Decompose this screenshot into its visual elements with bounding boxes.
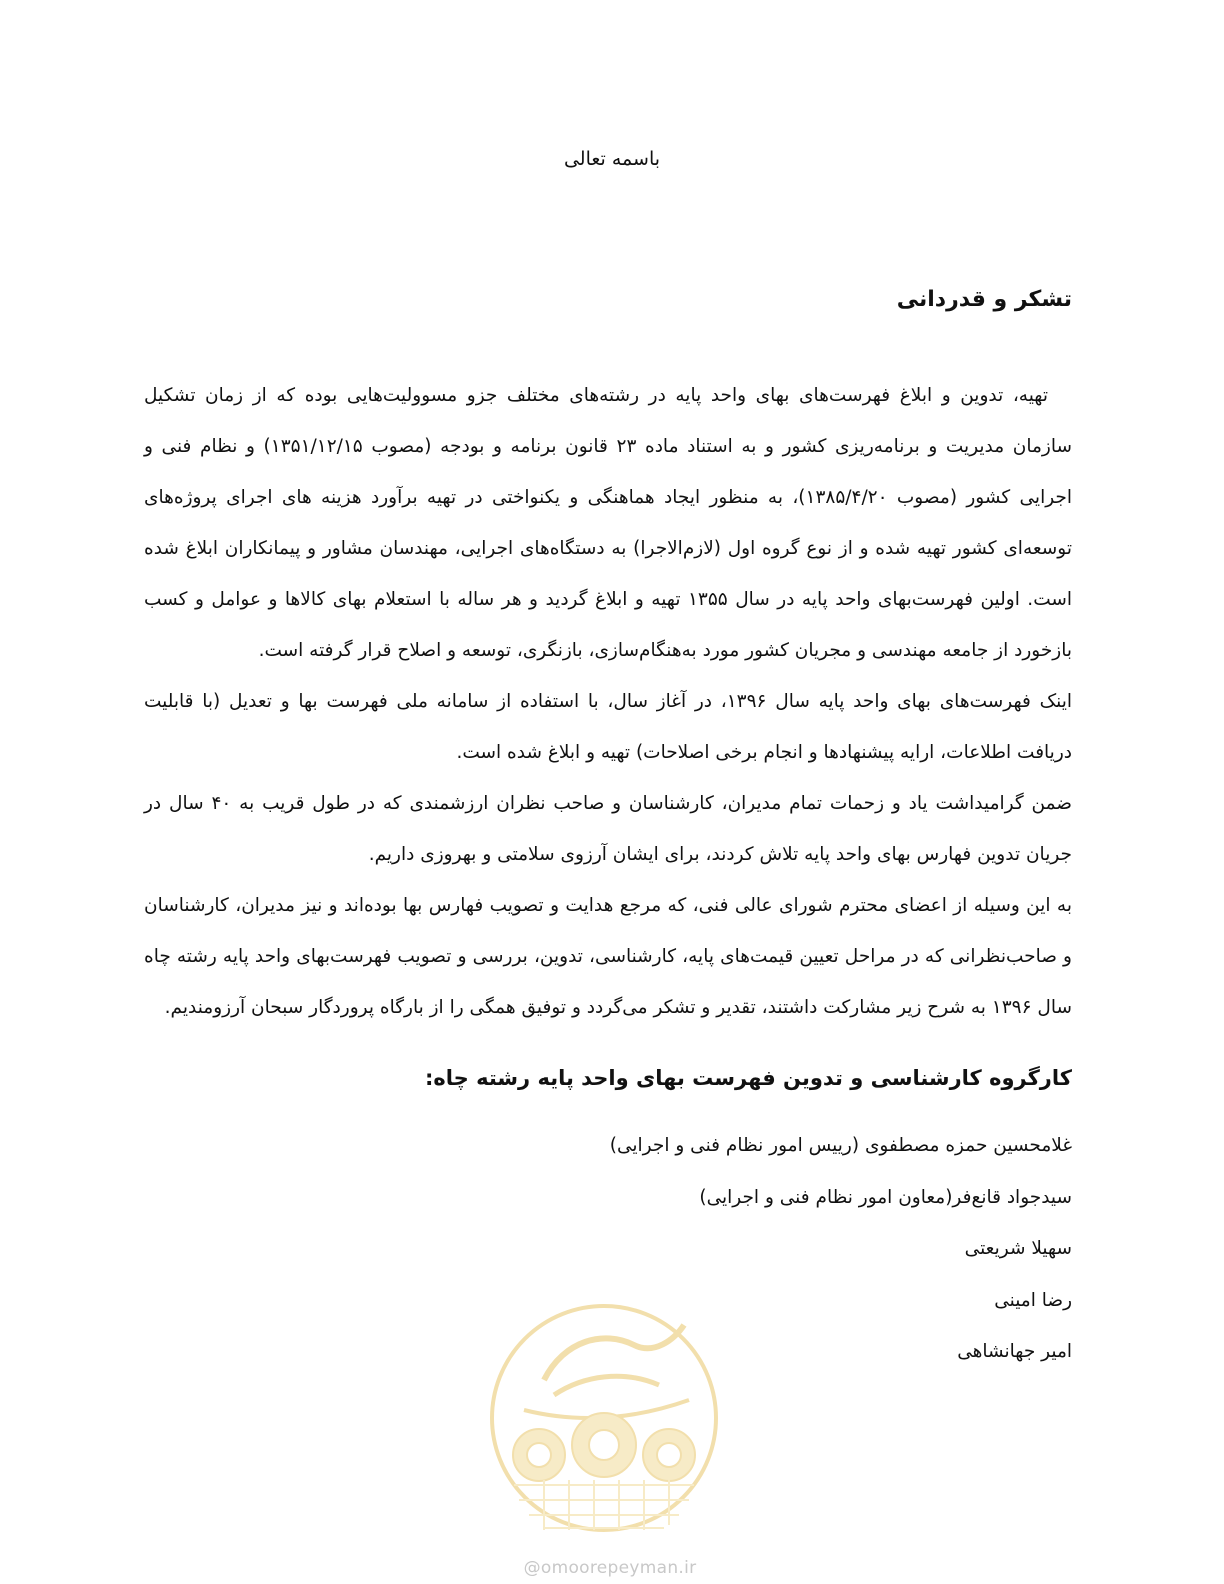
member-2: سیدجواد قانع‌فر(معاون امور نظام فنی و اجرایی) — [699, 1186, 1072, 1208]
member-1: غلامحسین حمزه مصطفوی (رییس امور نظام فنی و اجرایی) — [609, 1135, 1072, 1156]
paragraph-3: ضمن گرامیداشت یاد و زحمات تمام مدیران، کارشناسان و صاحب نظران ارزشمندی که در طول قریب به ۴۰ سال در جریان تدوین فهارس بهای واحد پایه تلاش کردند، برای ایشان آرزوی سلامتی و بهروزی داریم. — [144, 793, 1072, 865]
invocation-line: باسمه تعالی — [563, 148, 661, 170]
paragraph-2: اینک فهرست‌های بهای واحد پایه سال ۱۳۹۶، در آغاز سال، با استفاده از سامانه ملی فهرست بها و تعدیل (با قابلیت دریافت اطلاعات، ارایه پیشنهادها و انجام برخی اصلاحات) تهیه و ابلاغ شده است. — [144, 691, 1072, 763]
at-icon: @ — [523, 1558, 541, 1578]
paragraph-1: تهیه، تدوین و ابلاغ فهرست‌های بهای واحد پایه در رشته‌های مختلف جزو مسوولیت‌هایی بوده که از زمان تشکیل سازمان مدیریت و برنامه‌ریزی کشور و به استناد ماده ۲۳ قانون برنامه و بودجه (مصوب ۱۳۵۱/۱۲/۱۵) و نظام فنی و اجرایی کشور (مصوب ۱۳۸۵/۴/۲۰)، به منظور ایجاد هماهنگی و یکنواختی در تهیه برآورد هزینه های اجرای پروژه‌های توسعه‌ای کشور تهیه شده و از نوع گروه اول (لازم‌الاجرا) به دستگاه‌های اجرایی، مهندسان مشاور و پیمانکاران ابلاغ شده است. اولین فهرست‌بهای واحد پایه در سال ۱۳۵۵ تهیه و ابلاغ گردید و هر ساله با استعلام بهای کالاها و عوامل و کسب بازخورد از جامعه مهندسی و مجریان کشور مورد به‌هنگام‌سازی، بازنگری، توسعه و اصلاح قرار گرفته است. — [144, 385, 1072, 661]
watermark-url: @omoorepeyman.ir — [523, 1558, 697, 1578]
member-3: سهیلا شریعتی — [964, 1238, 1072, 1259]
section-heading: تشکر و قدردانی — [896, 287, 1072, 312]
working-group-title: کارگروه کارشناسی و تدوین فهرست بهای واحد پایه رشته چاه: — [424, 1066, 1072, 1090]
paragraph-4: به این وسیله از اعضای محترم شورای عالی فنی، که مرجع هدایت و تصویب فهارس بها بوده‌اند و نیز مدیران، کارشناسان و صاحب‌نظرانی که در مراحل تعیین قیمت‌های پایه، کارشناسی، تدوین، بررسی و تصویب فهرست‌بهای واحد پایه رشته چاه سال ۱۳۹۶ به شرح زیر مشارکت داشتند، تقدیر و تشکر می‌گردد و توفیق همگی را از بارگاه پروردگار سبحان آرزومندیم. — [144, 895, 1072, 1018]
watermark-logo-icon — [484, 1300, 724, 1550]
member-5: امیر جهانشاهی — [957, 1341, 1072, 1362]
member-4: رضا امینی — [994, 1289, 1072, 1311]
acknowledgement-body — [144, 370, 1072, 1033]
